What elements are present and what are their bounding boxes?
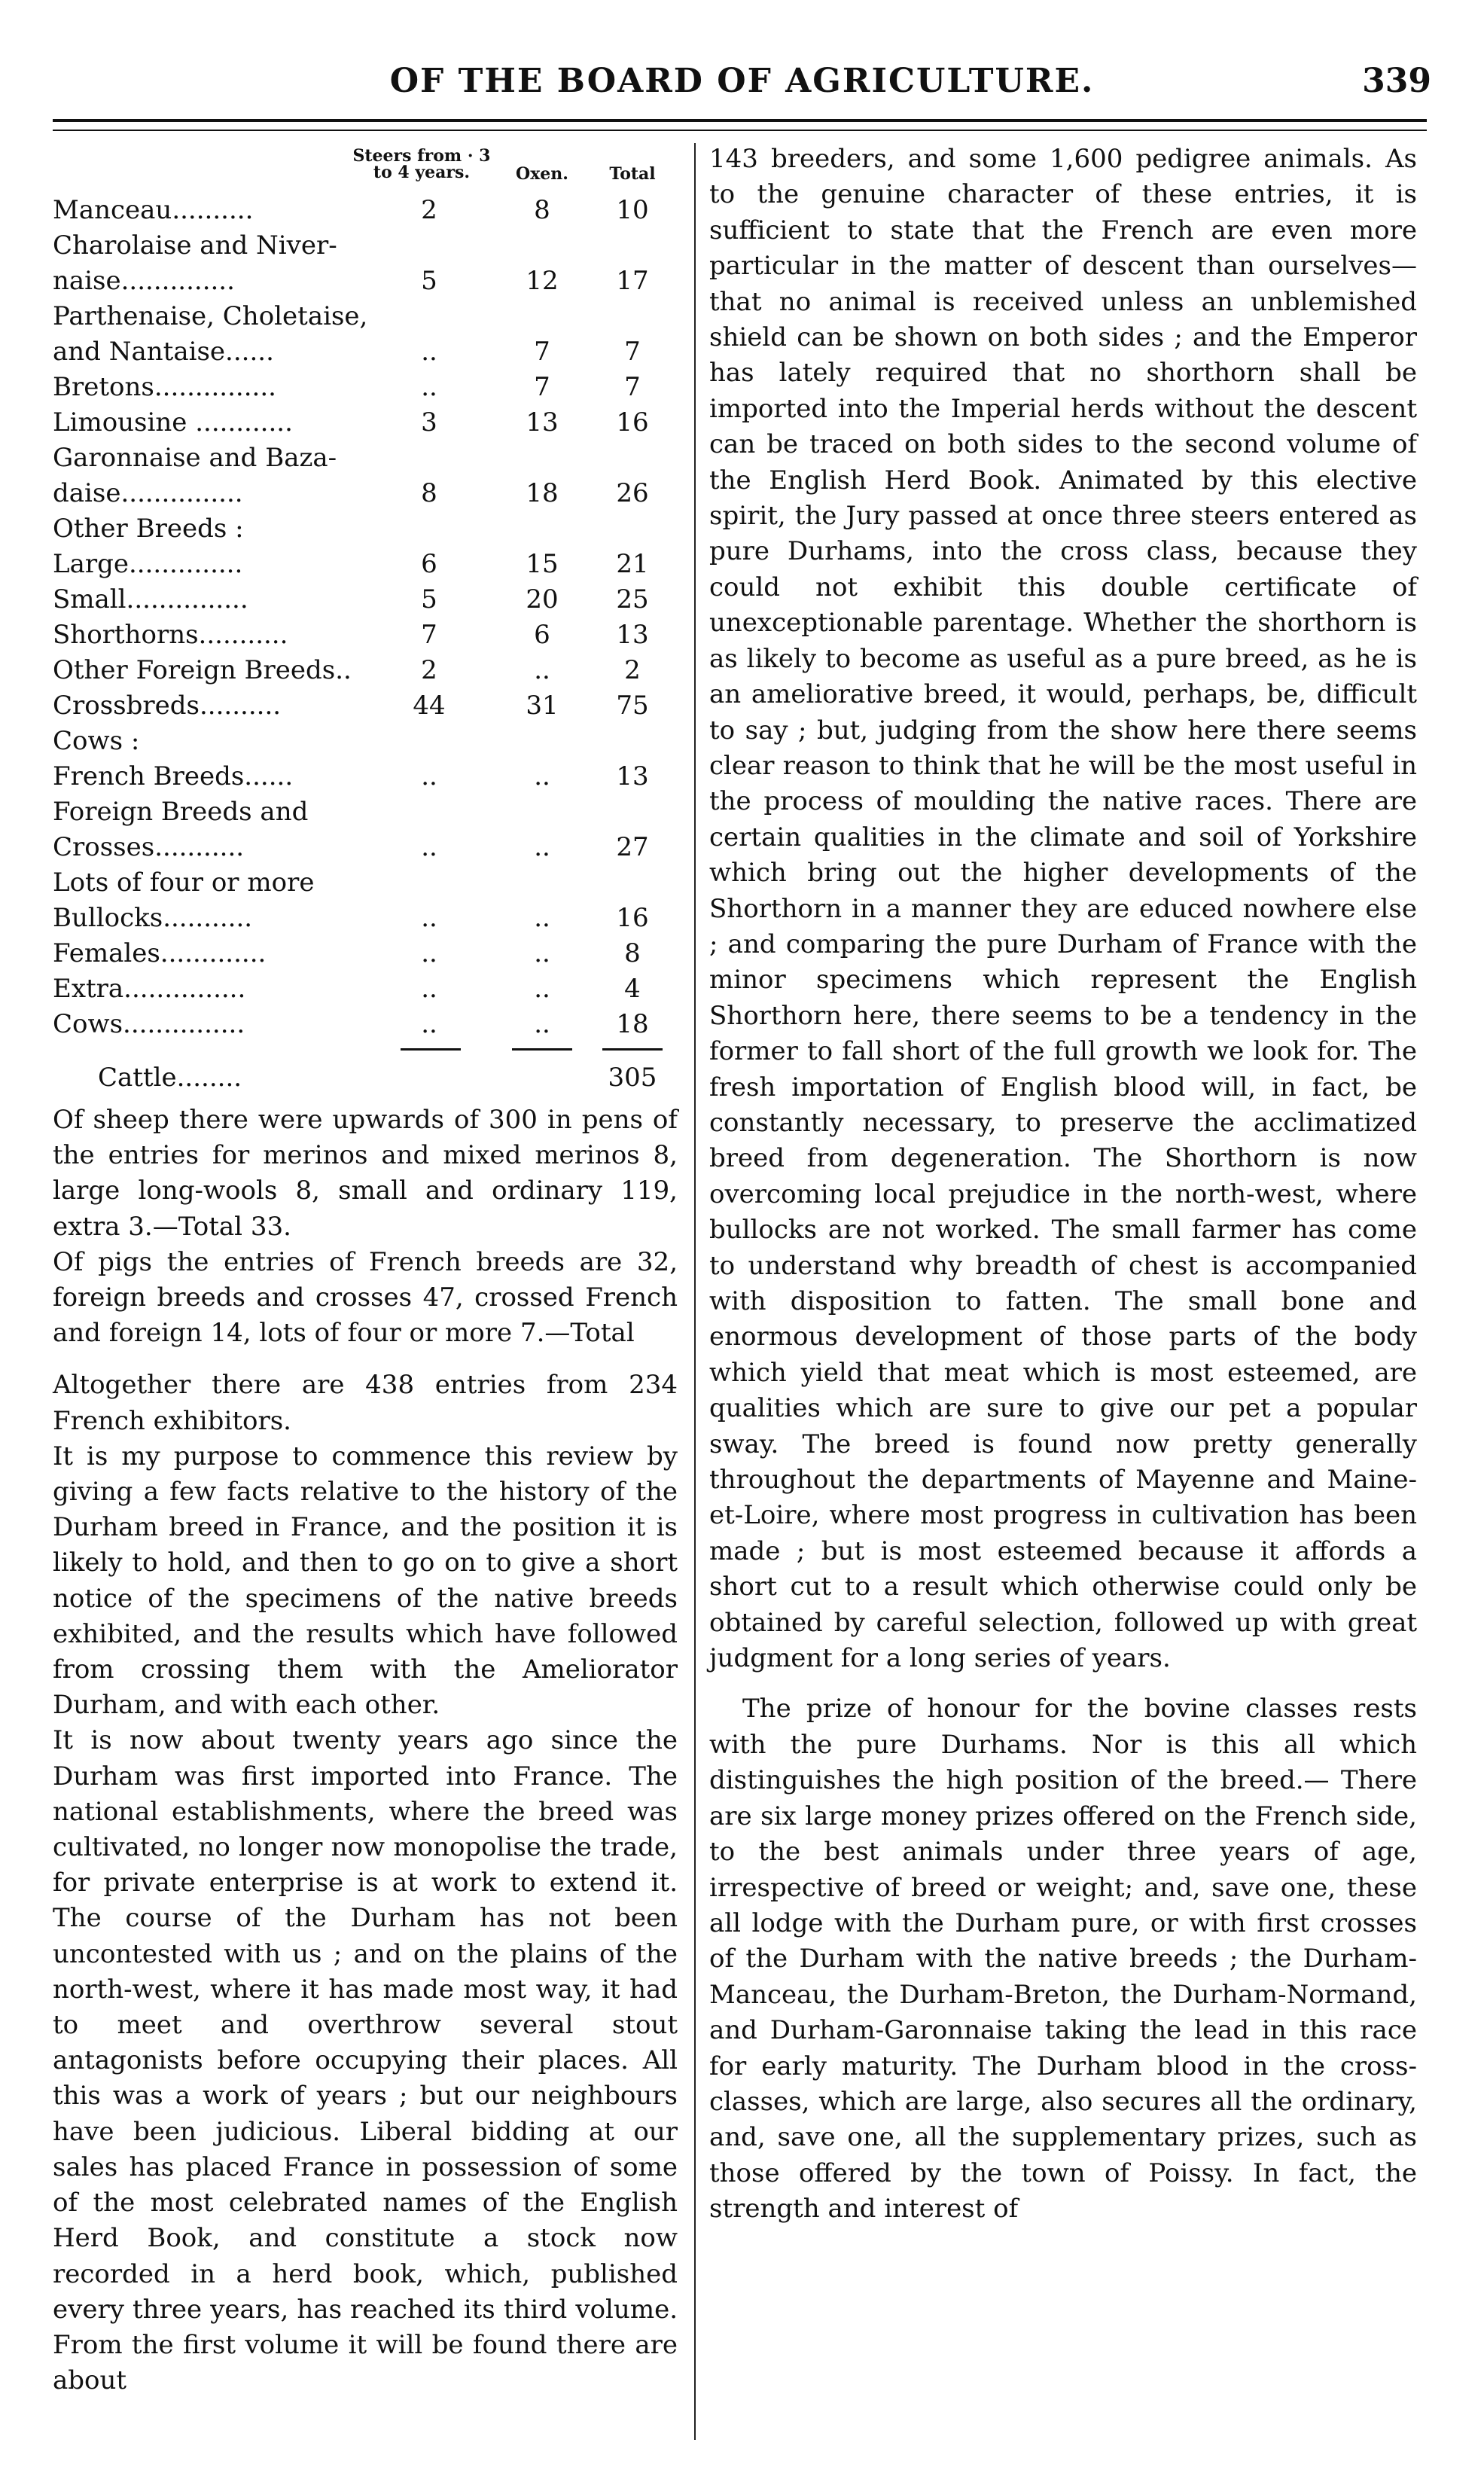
cell-oxen: ..	[534, 832, 550, 862]
table-row	[53, 936, 678, 971]
table-row	[53, 441, 678, 476]
row-label: Lots of four or more	[53, 868, 315, 898]
table-total-row	[53, 1060, 678, 1102]
table-row	[53, 971, 678, 1007]
cell-total: 7	[624, 372, 641, 402]
cell-total: 16	[616, 407, 649, 438]
cell-oxen: ..	[534, 938, 550, 968]
cell-total: 10	[616, 195, 649, 225]
cell-total: 8	[624, 938, 641, 968]
cell-steers: ..	[421, 1009, 437, 1039]
cell-total: 7	[624, 337, 641, 367]
table-row	[53, 653, 678, 688]
table-row	[53, 724, 678, 759]
cell-steers: 2	[421, 195, 437, 225]
cell-total: 21	[616, 549, 649, 579]
header-rule-thick	[53, 119, 1427, 122]
column-divider	[694, 143, 696, 2440]
left-column	[53, 142, 678, 2398]
table-row	[53, 688, 678, 724]
cell-steers: 5	[421, 266, 437, 296]
cell-oxen: ..	[534, 1009, 550, 1039]
table-row	[53, 511, 678, 547]
table-row	[53, 1007, 678, 1042]
table-row	[53, 618, 678, 653]
paragraph-sheep: Of sheep there were upwards of 300 in pens of the entries for merinos and mixed merinos 8, large long-wools 8, small and ordinary 119, extra 3.—Total 33.	[53, 1105, 678, 1242]
cell-total: 2	[624, 655, 641, 685]
cell-total: 25	[616, 584, 649, 614]
paragraph-durham-history: It is now about twenty years ago since the Durham was first imported into France. The national establishments, where the breed was cultivated, no longer now monopolise the trade, for private enterprise is at work to extend it. The course of the Durham has not been uncontested with us ; and on the plains of the north-west, where it has made most way, it had to meet and overthrow several stout antagonists before occupying their places. All this was a work of years ; but our neighbours have been judicious. Liberal bidding at our sales has placed France in possession of some of the most celebrated names of the English Herd Book, and constitute a stock now recorded in a herd book, which, published every three years, has reached its third volume. From the first volume it will be found there are about	[53, 1725, 678, 2396]
cell-steers: 44	[413, 691, 446, 721]
row-label: Manceau..........	[53, 195, 254, 225]
cell-oxen: 31	[526, 691, 559, 721]
cell-steers: 8	[421, 478, 437, 508]
cattle-entries-table	[53, 142, 678, 1102]
table-row	[53, 264, 678, 299]
paragraph-prize-of-honour: The prize of honour for the bovine classes rests with the pure Durhams. Nor is this all which distinguishes the high position of the breed.— There are six large money prizes offered on the French side, to the best animals under three years of age, irrespective of breed or weight; and, save one, these all lodge with the Durham pure, or with first crosses of the Durham with the native breeds ; the Durham-Manceau, the Durham-Breton, the Durham-Normand, and Durham-Garonnaise taking the lead in this race for early maturity. The Durham blood in the cross-classes, which are large, also secures all the ordinary, and, save one, all the supplementary prizes, such as those offered by the town of Poissy. In fact, the strength and interest of	[709, 1694, 1417, 2225]
row-label: French Breeds......	[53, 761, 294, 791]
cell-steers: 2	[421, 655, 437, 685]
row-label: Cows :	[53, 726, 140, 756]
page-header	[0, 62, 1484, 114]
cell-oxen: 13	[526, 407, 559, 438]
table-row	[53, 405, 678, 441]
row-label: naise..............	[53, 266, 235, 296]
cell-oxen: 7	[534, 372, 550, 402]
cell-oxen: 6	[534, 620, 550, 650]
cell-steers: ..	[421, 761, 437, 791]
table-row	[53, 865, 678, 901]
cell-steers: ..	[421, 974, 437, 1004]
row-label: Bretons...............	[53, 372, 276, 402]
table-row	[53, 582, 678, 618]
cell-steers: 7	[421, 620, 437, 650]
row-label: Crosses...........	[53, 832, 245, 862]
row-label: and Nantaise......	[53, 337, 274, 367]
cell-total: 4	[624, 974, 641, 1004]
table-row	[53, 830, 678, 865]
row-label: Shorthorns...........	[53, 620, 288, 650]
table-row	[53, 476, 678, 511]
cell-steers: ..	[421, 903, 437, 933]
table-row	[53, 759, 678, 794]
cell-oxen: ..	[534, 974, 550, 1004]
cell-steers: 6	[421, 549, 437, 579]
paragraph-breeders: 143 breeders, and some 1,600 pedigree animals. As to the genuine character of these entries, it is sufficient to state that the French are even more particular in the matter of descent than ourselves—that no animal is received unless an unblemished shield can be shown on both sides ; and the Emperor has lately required that no shorthorn shall be imported into the Imperial herds without the descent can be traced on both sides to the second volume of the English Herd Book. Animated by this elective spirit, the Jury passed at once three steers entered as pure Durhams, into the cross class, because they could not exhibit this double certificate of unexceptionable parentage. Whether the shorthorn is as likely to become as useful as a pure breed, as he is an ameliorative breed, it would, perhaps, be, difficult to say ; but, judging from the show here there seems clear reason to think that he will be the most useful in the process of moulding the native races. There are certain qualities in the climate and soil of Yorkshire which bring out the higher developments of the Shorthorn in a manner they are educed nowhere else ; and comparing the pure Durham of France with the minor specimens which represent the English Shorthorn here, there seems to be a tendency in the former to fall short of the full growth we look for. The fresh importation of English blood will, in fact, be constantly necessary, to preserve the acclimatized breed from degeneration. The Shorthorn is now overcoming local prejudice in the north-west, where bullocks are not worked. The small farmer has come to understand why breadth of chest is accompanied with disposition to fatten. The small bone and enormous development of those parts of the body which yield that meat which is most esteemed, are qualities which are sure to give our pet a popular sway. The breed is found now pretty generally throughout the departments of Mayenne and Maine-et-Loire, where most progress in cultivation has been made ; but is most esteemed because it affords a short cut to a result which otherwise could only be obtained by careful selection, followed up with great judgment for a long series of years.	[709, 144, 1417, 1674]
total-value: 305	[608, 1063, 657, 1093]
total-label: Cattle........	[98, 1063, 242, 1093]
column-header-steers: Steers from · 3 to 4 years.	[352, 146, 491, 182]
row-label: Foreign Breeds and	[53, 797, 309, 827]
table-row	[53, 228, 678, 264]
row-label: Charolaise and Niver-	[53, 230, 337, 261]
cell-oxen: 8	[534, 195, 550, 225]
column-header-total: Total	[609, 164, 656, 184]
page-number: 339	[1362, 62, 1431, 100]
row-label: Small...............	[53, 584, 248, 614]
cell-oxen: 7	[534, 337, 550, 367]
column-header-oxen: Oxen.	[516, 164, 568, 184]
row-label: daise...............	[53, 478, 243, 508]
cell-steers: ..	[421, 832, 437, 862]
paragraph-entries-total: Altogether there are 438 entries from 234 French exhibitors.	[53, 1370, 678, 1436]
row-label: Crossbreds..........	[53, 691, 282, 721]
table-row	[53, 370, 678, 405]
cell-total: 75	[616, 691, 649, 721]
cell-oxen: 20	[526, 584, 559, 614]
row-label: Bullocks...........	[53, 903, 253, 933]
cell-total: 13	[616, 620, 649, 650]
cell-oxen: ..	[534, 655, 550, 685]
row-label: Females.............	[53, 938, 267, 968]
cell-total: 18	[616, 1009, 649, 1039]
cell-oxen: 18	[526, 478, 559, 508]
table-body	[53, 193, 678, 1042]
cell-total: 17	[616, 266, 649, 296]
table-row	[53, 547, 678, 582]
running-title: OF THE BOARD OF AGRICULTURE.	[389, 62, 1095, 100]
cell-steers: 5	[421, 584, 437, 614]
row-label: Cows...............	[53, 1009, 245, 1039]
cell-total: 26	[616, 478, 649, 508]
paragraph-pigs: Of pigs the entries of French breeds are 32, foreign breeds and crosses 47, crossed French and foreign 14, lots of four or more 7.—Total	[53, 1246, 678, 1349]
sum-rules	[53, 1042, 678, 1060]
cell-total: 27	[616, 832, 649, 862]
table-row	[53, 334, 678, 370]
row-label: Other Foreign Breeds..	[53, 655, 352, 685]
row-label: Large..............	[53, 549, 243, 579]
table-row	[53, 299, 678, 334]
cell-oxen: 12	[526, 266, 559, 296]
row-label: Extra...............	[53, 974, 246, 1004]
cell-oxen: ..	[534, 903, 550, 933]
cell-oxen: 15	[526, 549, 559, 579]
row-label: Limousine ............	[53, 407, 293, 438]
cell-steers: ..	[421, 372, 437, 402]
table-row	[53, 901, 678, 936]
header-rule-thin	[53, 130, 1427, 131]
cell-steers: ..	[421, 337, 437, 367]
row-label: Other Breeds :	[53, 514, 244, 544]
row-label: Parthenaise, Choletaise,	[53, 301, 368, 331]
cell-steers: ..	[421, 938, 437, 968]
row-label: Garonnaise and Baza-	[53, 443, 337, 473]
cell-steers: 3	[421, 407, 437, 438]
table-header	[53, 142, 678, 193]
cell-total: 13	[616, 761, 649, 791]
table-row	[53, 794, 678, 830]
cell-total: 16	[616, 903, 649, 933]
cell-oxen: ..	[534, 761, 550, 791]
right-column	[709, 142, 1417, 2228]
paragraph-purpose: It is my purpose to commence this review by giving a few facts relative to the history of the Durham breed in France, and the position it is likely to hold, and then to go on to give a short notice of the specimens of the native breeds exhibited, and the results which have followed from crossing them with the Ameliorator Durham, and with each other.	[53, 1441, 678, 1721]
table-row	[53, 193, 678, 228]
